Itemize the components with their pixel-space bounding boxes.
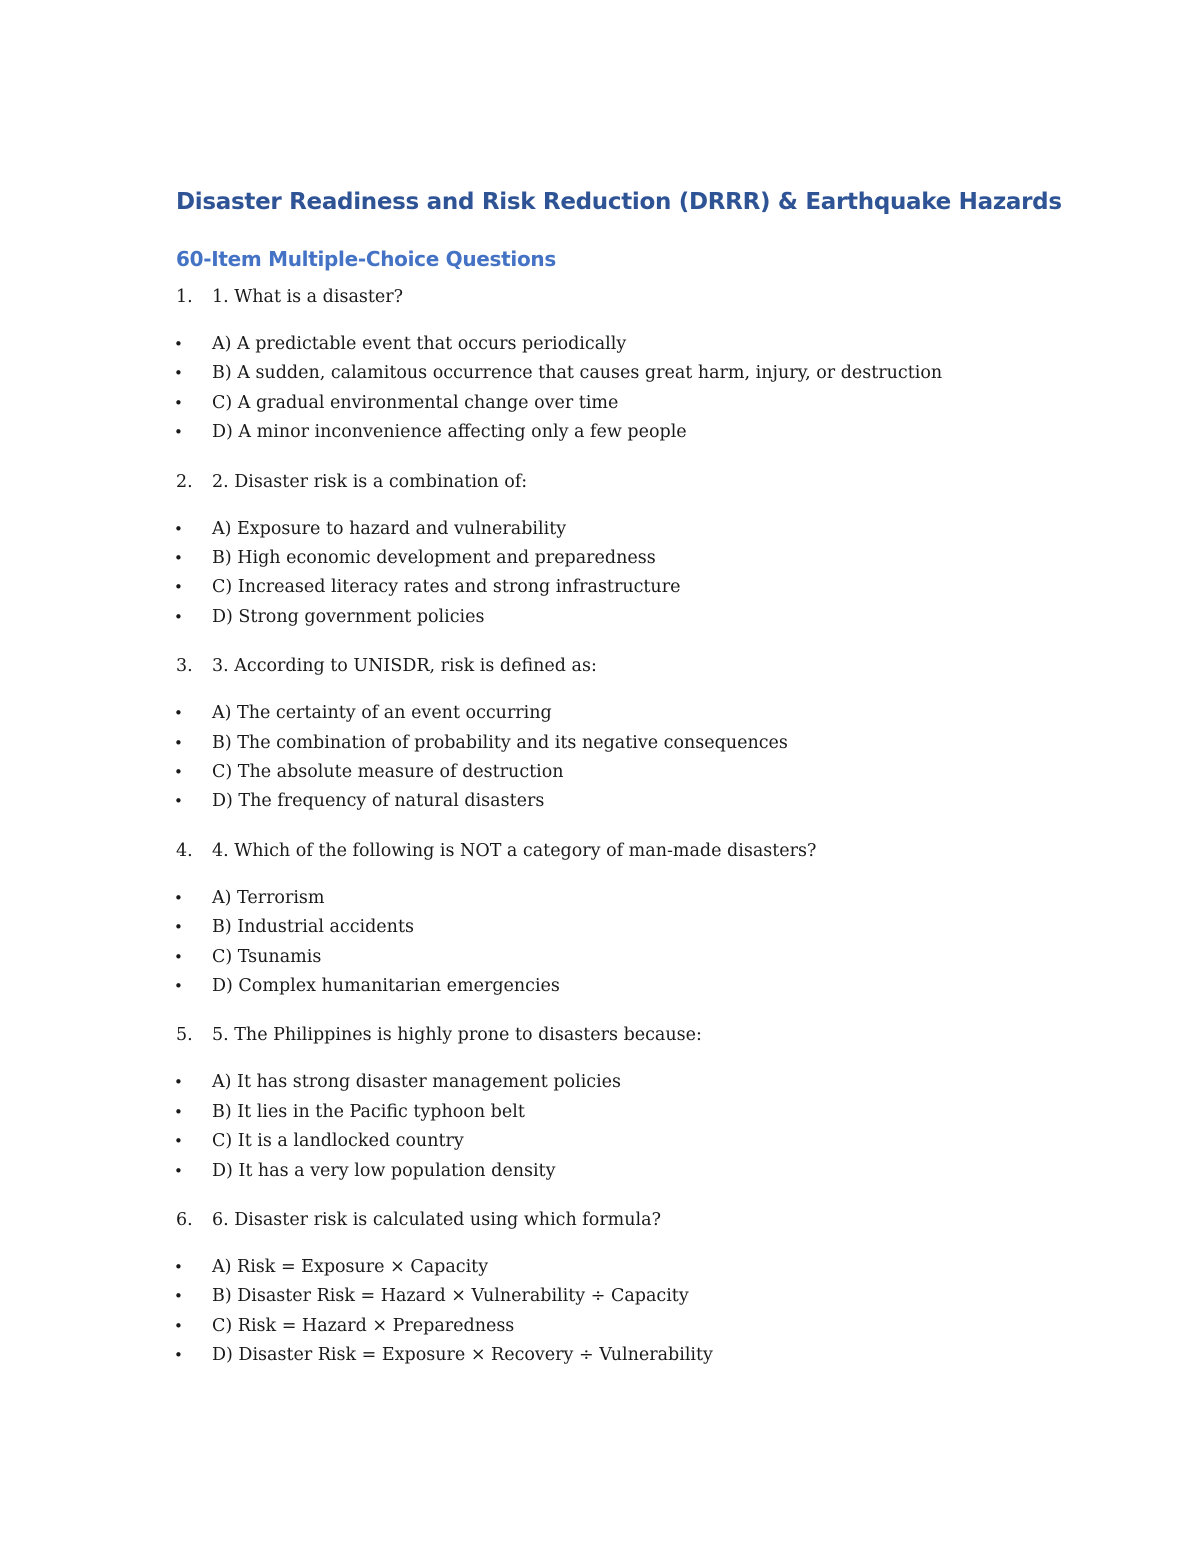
question-list <box>0 282 1200 1390</box>
bullet-icon: • <box>174 704 183 723</box>
option-text: A) Terrorism <box>212 887 325 908</box>
bullet-icon: • <box>174 792 183 811</box>
bullet-icon: • <box>174 548 183 567</box>
option-a <box>0 515 1200 544</box>
question-5 <box>0 1020 1200 1205</box>
option-list <box>0 515 1200 633</box>
bullet-icon: • <box>174 335 183 353</box>
bullet-icon: • <box>174 519 183 538</box>
bullet-icon: • <box>174 607 183 626</box>
option-text: A) Exposure to hazard and vulnerability <box>212 518 567 539</box>
option-list <box>0 1068 1200 1186</box>
question-text: 6. Disaster risk is calculated using which formula? <box>212 1209 661 1230</box>
option-text: A) Risk = Exposure × Capacity <box>212 1256 489 1277</box>
option-b <box>0 359 1200 388</box>
question-line <box>0 467 1200 497</box>
option-text: A) It has strong disaster management policies <box>212 1072 622 1093</box>
option-text: A) A predictable event that occurs periodically <box>212 334 627 354</box>
question-number: 5. <box>176 1025 193 1046</box>
bullet-icon: • <box>174 1102 183 1121</box>
question-2 <box>0 467 1200 652</box>
option-text: D) The frequency of natural disasters <box>212 791 545 812</box>
option-list <box>0 330 1200 448</box>
option-a <box>0 330 1200 359</box>
question-line <box>0 836 1200 866</box>
question-line <box>0 282 1200 312</box>
bullet-icon: • <box>174 1346 183 1365</box>
option-text: C) Increased literacy rates and strong infrastructure <box>212 577 681 598</box>
question-line <box>0 1205 1200 1235</box>
bullet-icon: • <box>174 1132 183 1151</box>
document-subtitle: 60-Item Multiple-Choice Questions <box>176 247 556 271</box>
option-b <box>0 913 1200 942</box>
option-text: C) Risk = Hazard × Preparedness <box>212 1315 515 1336</box>
question-text: 4. Which of the following is NOT a category of man-made disasters? <box>212 840 817 861</box>
option-text: B) Disaster Risk = Hazard × Vulnerability ÷ Capacity <box>212 1286 689 1307</box>
bullet-icon: • <box>174 976 183 995</box>
option-c <box>0 573 1200 602</box>
option-d <box>0 1157 1200 1186</box>
option-a <box>0 699 1200 728</box>
option-a <box>0 884 1200 913</box>
option-list <box>0 1253 1200 1371</box>
option-b <box>0 1282 1200 1311</box>
option-d <box>0 418 1200 447</box>
bullet-icon: • <box>174 423 183 442</box>
bullet-icon: • <box>174 393 183 412</box>
question-text: 5. The Philippines is highly prone to disasters because: <box>212 1025 702 1046</box>
option-d <box>0 603 1200 632</box>
option-c <box>0 758 1200 787</box>
bullet-icon: • <box>174 947 183 966</box>
option-text: B) It lies in the Pacific typhoon belt <box>212 1101 525 1122</box>
bullet-icon: • <box>174 888 183 907</box>
option-b <box>0 544 1200 573</box>
option-text: C) The absolute measure of destruction <box>212 761 564 782</box>
option-text: B) High economic development and preparedness <box>212 547 656 568</box>
question-number: 1. <box>176 287 193 307</box>
option-text: B) Industrial accidents <box>212 917 414 938</box>
option-d <box>0 787 1200 816</box>
option-text: C) A gradual environmental change over time <box>212 392 619 413</box>
option-d <box>0 972 1200 1001</box>
option-text: D) Complex humanitarian emergencies <box>212 975 560 996</box>
option-c <box>0 389 1200 418</box>
question-number: 4. <box>176 840 193 861</box>
bullet-icon: • <box>174 762 183 781</box>
option-b <box>0 1098 1200 1127</box>
option-a <box>0 1068 1200 1097</box>
option-d <box>0 1341 1200 1370</box>
bullet-icon: • <box>174 733 183 752</box>
question-number: 6. <box>176 1209 193 1230</box>
bullet-icon: • <box>174 1287 183 1306</box>
bullet-icon: • <box>174 364 183 383</box>
option-text: D) A minor inconvenience affecting only a few people <box>212 422 687 443</box>
question-text: 1. What is a disaster? <box>212 287 404 307</box>
question-6 <box>0 1205 1200 1390</box>
question-line <box>0 651 1200 681</box>
document-title: Disaster Readiness and Risk Reduction (DRRR) & Earthquake Hazards <box>176 189 1062 215</box>
question-number: 2. <box>176 471 193 492</box>
question-3 <box>0 651 1200 836</box>
bullet-icon: • <box>174 918 183 937</box>
option-text: D) It has a very low population density <box>212 1160 556 1181</box>
option-text: B) The combination of probability and its negative consequences <box>212 732 788 753</box>
bullet-icon: • <box>174 578 183 597</box>
option-text: B) A sudden, calamitous occurrence that causes great harm, injury, or destruction <box>212 363 943 384</box>
option-text: A) The certainty of an event occurring <box>212 703 552 724</box>
question-text: 3. According to UNISDR, risk is defined as: <box>212 656 597 677</box>
question-text: 2. Disaster risk is a combination of: <box>212 471 528 492</box>
bullet-icon: • <box>174 1257 183 1276</box>
option-list <box>0 699 1200 817</box>
option-text: D) Disaster Risk = Exposure × Recovery ÷ Vulnerability <box>212 1345 713 1366</box>
bullet-icon: • <box>174 1161 183 1180</box>
option-c <box>0 1312 1200 1341</box>
option-text: C) It is a landlocked country <box>212 1131 464 1152</box>
option-text: C) Tsunamis <box>212 946 322 967</box>
option-text: D) Strong government policies <box>212 606 485 627</box>
option-a <box>0 1253 1200 1282</box>
option-c <box>0 943 1200 972</box>
bullet-icon: • <box>174 1073 183 1092</box>
question-number: 3. <box>176 656 193 677</box>
question-1 <box>0 282 1200 467</box>
question-line <box>0 1020 1200 1050</box>
question-4 <box>0 836 1200 1021</box>
option-b <box>0 729 1200 758</box>
option-c <box>0 1127 1200 1156</box>
option-list <box>0 884 1200 1002</box>
bullet-icon: • <box>174 1316 183 1335</box>
